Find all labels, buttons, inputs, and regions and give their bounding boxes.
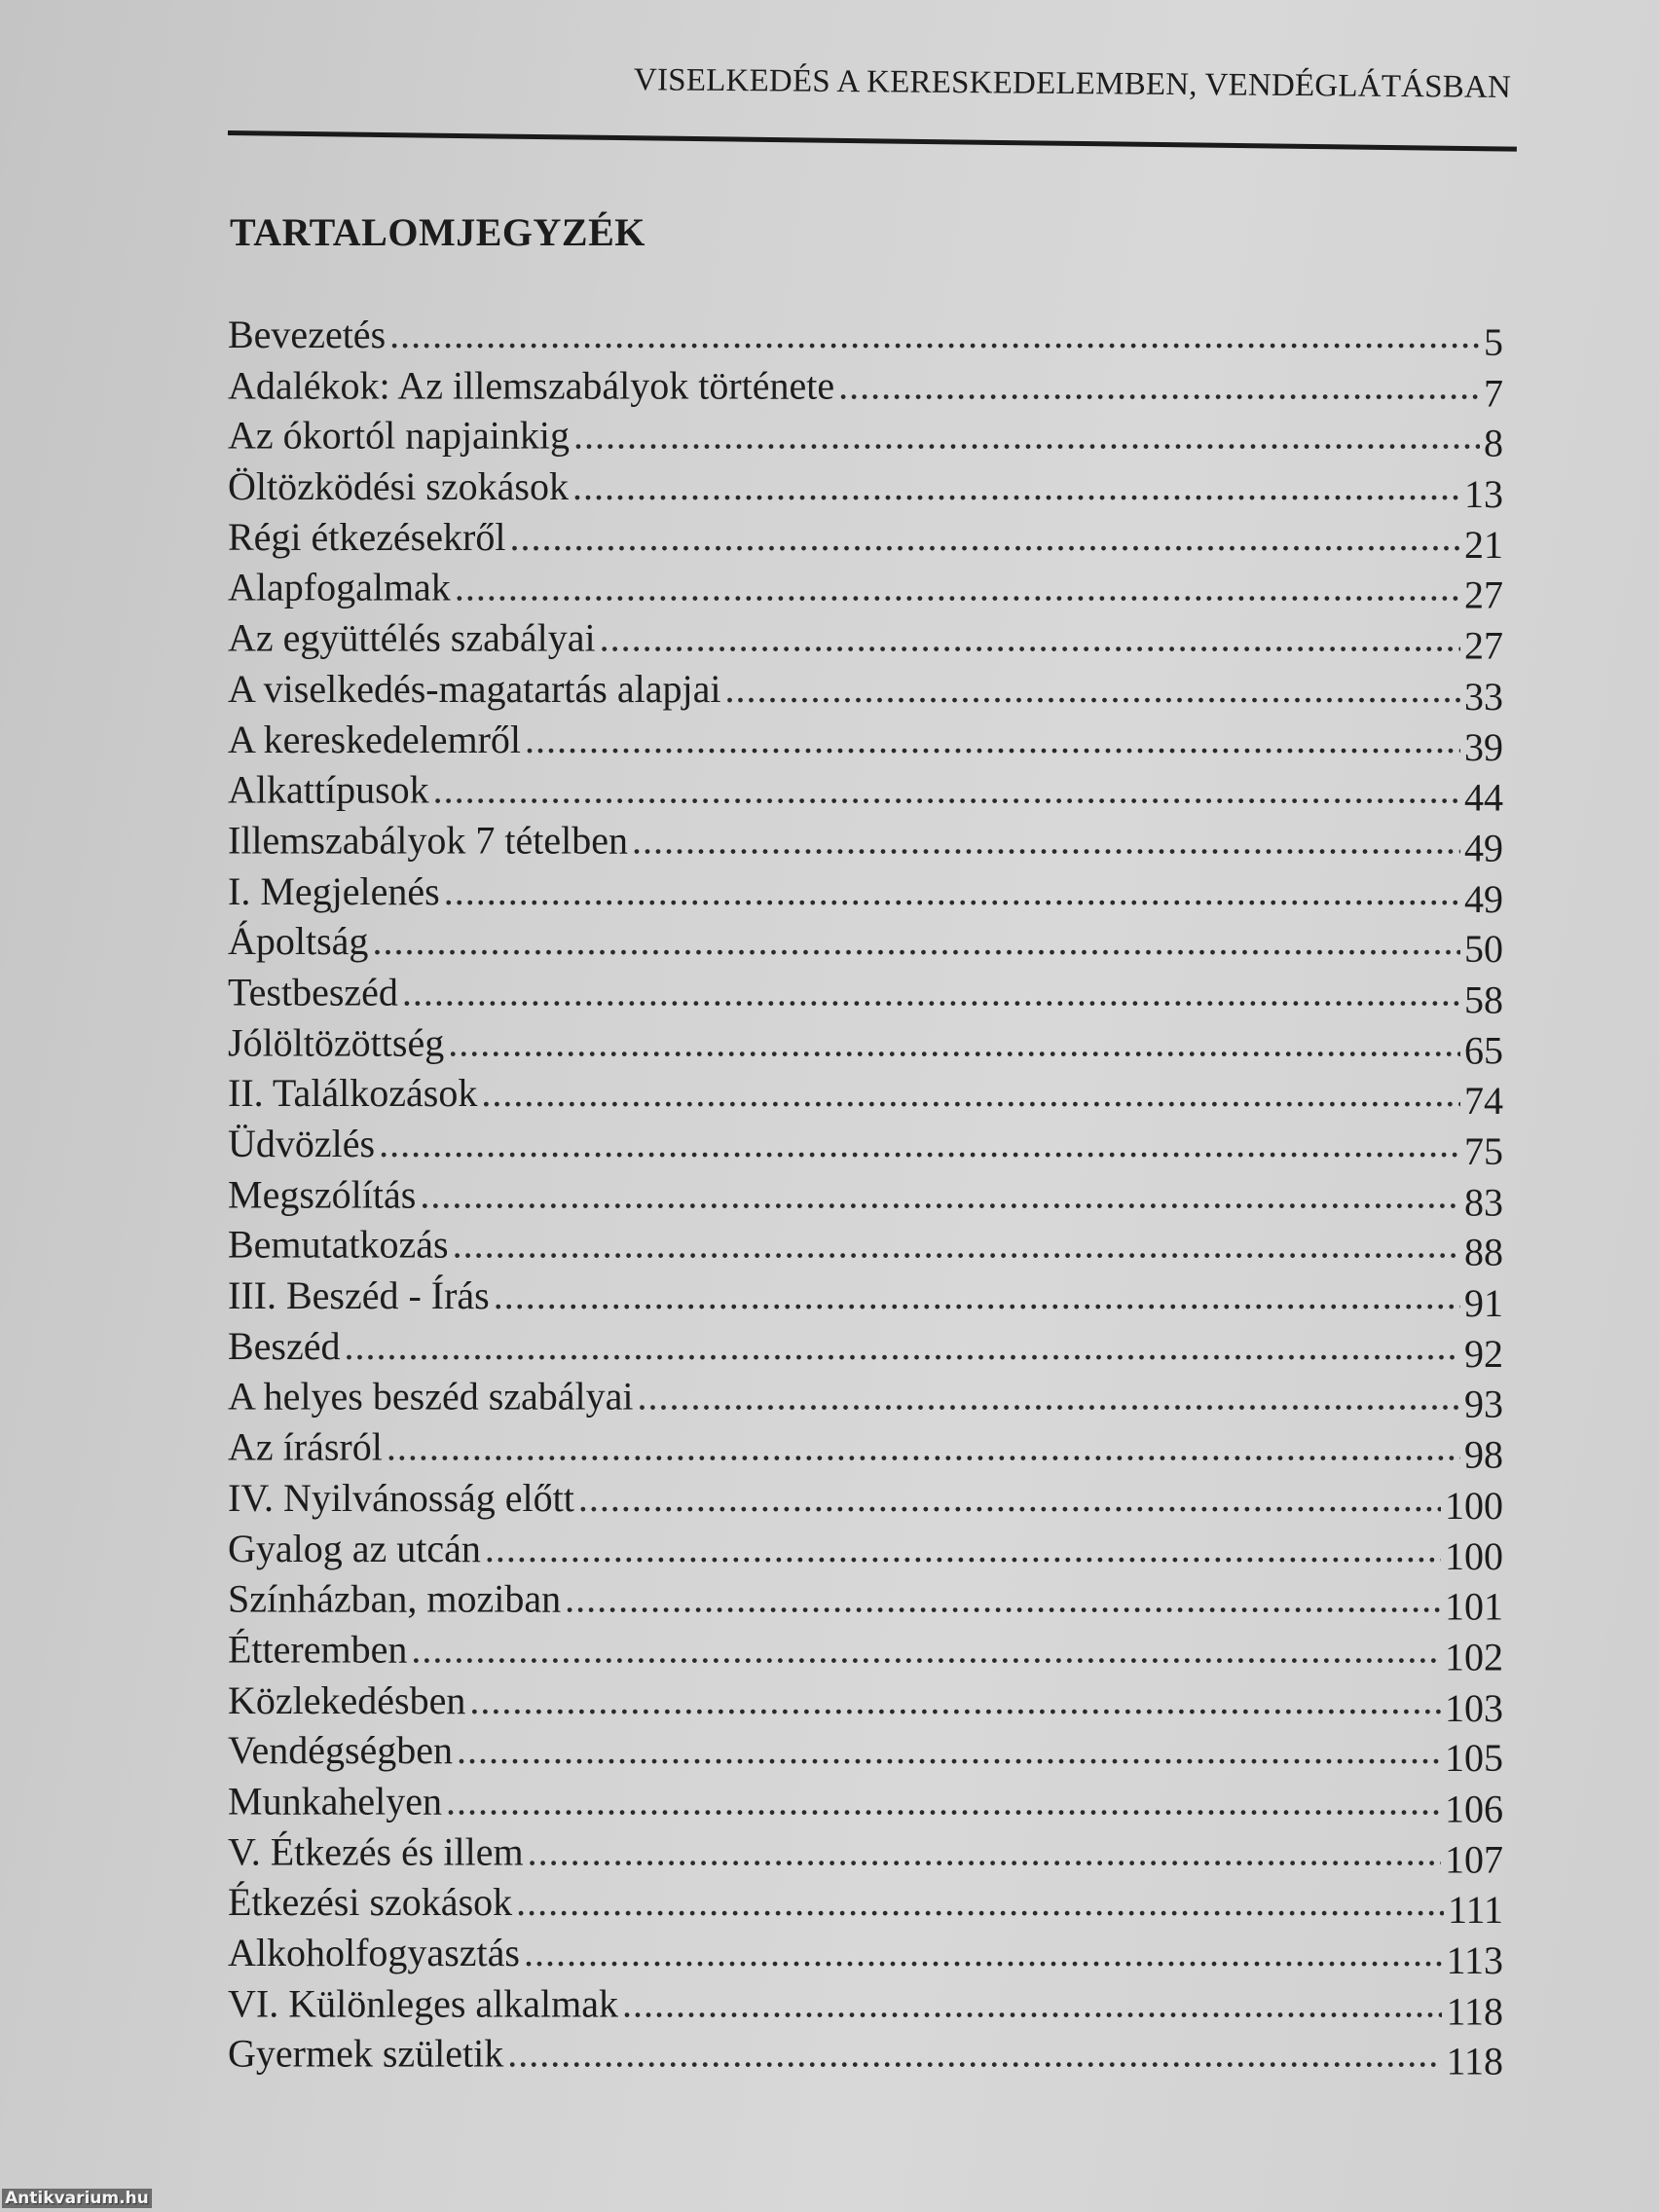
toc-entry-label: Üdvözlés: [228, 1122, 376, 1165]
toc-entry-page: 98: [1464, 1432, 1503, 1477]
dot-leader: [565, 1573, 1441, 1624]
toc-entry-page: 100: [1445, 1483, 1503, 1528]
dot-leader: [444, 866, 1460, 916]
toc-entry-page: 118: [1446, 1988, 1503, 2033]
dot-leader: [524, 1928, 1443, 1978]
dot-leader: [494, 1271, 1460, 1321]
dot-leader: [453, 1220, 1460, 1271]
toc-entry: [228, 1119, 1503, 1173]
header-rule: [228, 130, 1517, 152]
toc-entry-page: 75: [1464, 1129, 1503, 1173]
dot-leader: [572, 461, 1460, 512]
toc-entry-label: Bemutatkozás: [228, 1222, 449, 1267]
dot-leader: [632, 815, 1460, 866]
toc-entry: [228, 1978, 1503, 2033]
toc-entry: [228, 664, 1503, 719]
dot-leader: [638, 1372, 1460, 1422]
dot-leader: [411, 1624, 1441, 1675]
toc-entry-page: 111: [1447, 1888, 1503, 1933]
dot-leader: [457, 1725, 1441, 1776]
toc-entry-label: Vendégségben: [228, 1728, 454, 1773]
toc-entry: [228, 1372, 1503, 1426]
toc-entry-page: 74: [1464, 1079, 1503, 1124]
toc-entry: [228, 1573, 1503, 1629]
toc-entry: [228, 866, 1503, 921]
toc-entry-label: Megszólítás: [228, 1171, 417, 1216]
toc-entry-label: Ápoltság: [228, 919, 369, 964]
dot-leader: [345, 1321, 1460, 1372]
toc-entry: [228, 1928, 1503, 1982]
toc-entry-page: 88: [1464, 1230, 1503, 1274]
toc-entry-label: A kereskedelemről: [228, 717, 521, 761]
toc-entry-label: Étteremben: [228, 1627, 408, 1672]
toc-entry: [228, 512, 1503, 567]
toc-entry-label: Gyalog az utcán: [228, 1526, 481, 1570]
toc-entry-page: 65: [1464, 1028, 1503, 1073]
toc-entry-label: Régi étkezésekről: [228, 514, 506, 559]
toc-entry-page: 105: [1445, 1736, 1503, 1781]
toc-entry: [228, 563, 1503, 617]
dot-leader: [724, 664, 1460, 715]
dot-leader: [448, 1017, 1460, 1068]
running-header: VISELKEDÉS A KERESKEDELEMBEN, VENDÉGLÁTÁSBAN: [633, 62, 1512, 105]
dot-leader: [600, 613, 1460, 664]
dot-leader: [389, 310, 1480, 360]
dot-leader: [509, 512, 1460, 563]
toc-entry-page: 102: [1445, 1635, 1503, 1679]
toc-entry-page: 113: [1446, 1938, 1503, 1982]
toc-entry: [228, 715, 1503, 769]
toc-entry-label: Illemszabályok 7 tételben: [228, 818, 628, 863]
toc-entry-page: 5: [1484, 320, 1503, 364]
toc-entry-page: 100: [1445, 1533, 1503, 1578]
toc-entry-page: 7: [1484, 370, 1503, 415]
toc-entry-page: 58: [1464, 977, 1503, 1022]
toc-entry-page: 33: [1464, 674, 1503, 719]
toc-entry-label: Testbeszéd: [228, 970, 398, 1014]
toc-entry: [228, 411, 1503, 465]
toc-entry-label: II. Találkozások: [228, 1071, 478, 1116]
toc-entry: [228, 1624, 1503, 1679]
toc-entry: [228, 916, 1503, 972]
toc-entry-label: Beszéd: [228, 1323, 341, 1368]
toc-entry: [228, 815, 1503, 870]
toc-entry-label: A helyes beszéd szabályai: [228, 1374, 634, 1419]
toc-entry: [228, 461, 1503, 516]
toc-entry: [228, 1776, 1503, 1831]
dot-leader: [578, 1473, 1441, 1524]
toc-entry-page: 8: [1484, 421, 1503, 465]
toc-entry-label: Közlekedésben: [228, 1677, 466, 1722]
page-title: TARTALOMJEGYZÉK: [230, 210, 645, 254]
dot-leader: [525, 715, 1460, 765]
toc-entry-label: Az ókortól napjainkig: [228, 413, 571, 458]
toc-entry: [228, 1169, 1503, 1224]
dot-leader: [469, 1675, 1441, 1725]
toc-entry-label: III. Beszéd - Írás: [228, 1272, 490, 1317]
toc-entry: [228, 1826, 1503, 1882]
toc-entry-page: 13: [1464, 471, 1503, 516]
toc-entry-label: I. Megjelenés: [228, 868, 440, 913]
toc-entry-label: Az írásról: [228, 1424, 383, 1469]
toc-entry-label: Az együttélés szabályai: [228, 615, 596, 660]
toc-entry-page: 49: [1464, 826, 1503, 870]
toc-entry: [228, 360, 1503, 415]
dot-leader: [402, 967, 1460, 1017]
toc-entry-page: 44: [1464, 775, 1503, 820]
toc-entry-label: Színházban, moziban: [228, 1576, 562, 1621]
toc-entry-page: 103: [1445, 1685, 1503, 1730]
dot-leader: [507, 2029, 1442, 2080]
toc-entry-label: Étkezési szokások: [228, 1880, 513, 1925]
toc-entry-page: 92: [1464, 1331, 1503, 1376]
toc-entry: [228, 310, 1503, 364]
dot-leader: [387, 1422, 1460, 1473]
toc-entry-page: 118: [1446, 2039, 1503, 2083]
toc-entry-label: V. Étkezés és illem: [228, 1829, 524, 1874]
dot-leader: [433, 764, 1460, 815]
toc-entry: [228, 1321, 1503, 1376]
toc-entry: [228, 1877, 1503, 1933]
dot-leader: [622, 1978, 1442, 2029]
toc-entry-label: Gyermek születik: [228, 2031, 504, 2076]
toc-entry-label: Adalékok: Az illemszabályok története: [228, 362, 835, 407]
dot-leader: [379, 1119, 1460, 1169]
toc-entry-label: A viselkedés-magatartás alapjai: [228, 666, 721, 711]
dot-leader: [838, 360, 1480, 411]
dot-leader: [455, 563, 1460, 613]
toc-entry-page: 27: [1464, 623, 1503, 668]
dot-leader: [446, 1776, 1441, 1826]
toc-entry-page: 106: [1445, 1787, 1503, 1831]
toc-entry-label: VI. Különleges alkalmak: [228, 1980, 618, 2025]
toc-entry-page: 91: [1464, 1280, 1503, 1325]
toc-entry: [228, 1017, 1503, 1073]
toc-entry-page: 107: [1445, 1837, 1503, 1882]
toc-entry-page: 93: [1464, 1382, 1503, 1426]
toc-entry-label: Munkahelyen: [228, 1779, 442, 1824]
toc-entry: [228, 1675, 1503, 1730]
toc-entry: [228, 613, 1503, 668]
toc-entry: [228, 1422, 1503, 1477]
toc-entry-label: Alkattípusok: [228, 767, 429, 812]
toc-entry: [228, 1068, 1503, 1124]
toc-entry-label: Bevezetés: [228, 313, 387, 356]
toc-entry-label: IV. Nyilvánosság előtt: [228, 1475, 574, 1520]
toc-entry-page: 83: [1464, 1179, 1503, 1224]
toc-entry-page: 101: [1445, 1584, 1503, 1629]
toc-entry: [228, 1473, 1503, 1528]
toc-entry: [228, 1524, 1503, 1578]
toc-entry-label: Jólöltözöttség: [228, 1020, 445, 1065]
toc-entry-page: 21: [1464, 522, 1503, 567]
toc-entry: [228, 2029, 1503, 2083]
toc-entry-page: 49: [1464, 876, 1503, 921]
toc-entry-label: Öltözködési szokások: [228, 463, 569, 508]
toc-entry-page: 39: [1464, 724, 1503, 769]
dot-leader: [573, 411, 1480, 461]
dot-leader: [516, 1877, 1444, 1928]
toc-entry-page: 50: [1464, 927, 1503, 972]
dot-leader: [481, 1068, 1460, 1119]
toc-entry: [228, 764, 1503, 820]
toc-entry-label: Alapfogalmak: [228, 565, 451, 609]
toc-entry-label: Alkoholfogyasztás: [228, 1931, 520, 1974]
table-of-contents: [228, 310, 1503, 2083]
watermark: Antikvarium.hu: [2, 2189, 152, 2208]
toc-entry: [228, 1271, 1503, 1325]
toc-entry: [228, 1220, 1503, 1274]
dot-leader: [420, 1169, 1460, 1220]
toc-entry: [228, 1725, 1503, 1781]
dot-leader: [485, 1524, 1441, 1574]
dot-leader: [372, 916, 1460, 967]
toc-entry: [228, 967, 1503, 1022]
dot-leader: [528, 1826, 1441, 1877]
toc-entry-page: 27: [1464, 572, 1503, 617]
